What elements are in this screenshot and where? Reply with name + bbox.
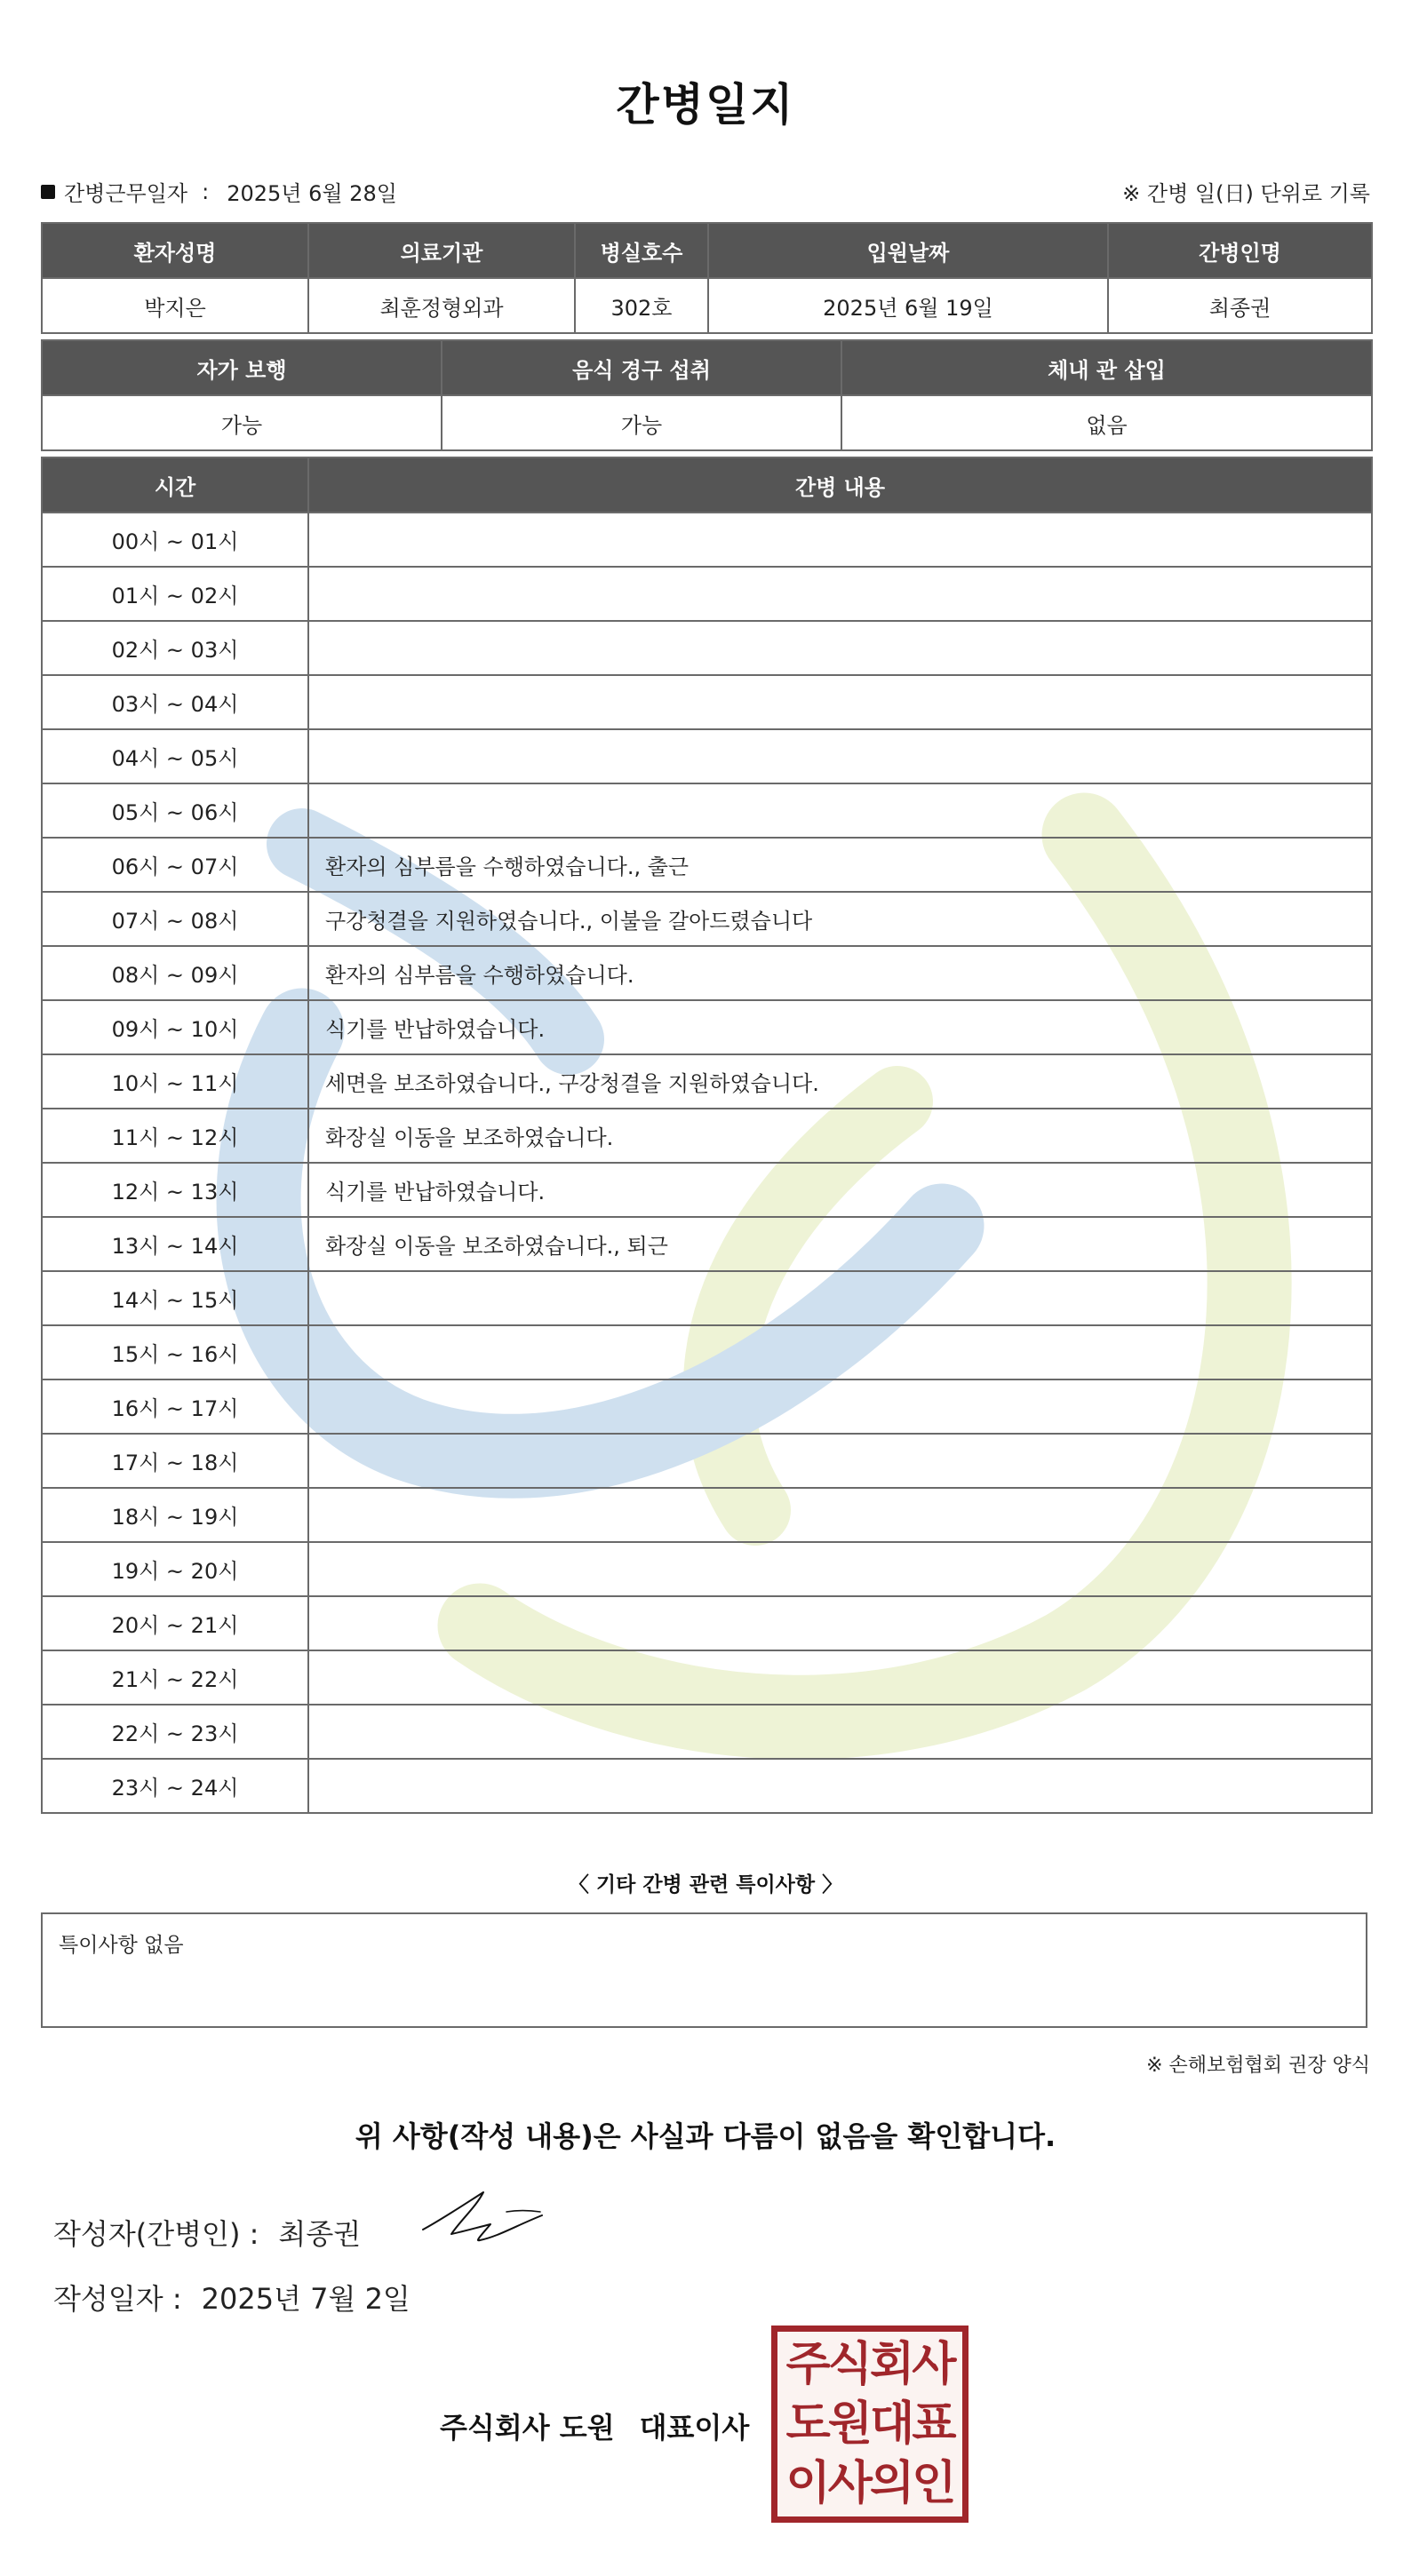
written-date-line [53, 2277, 411, 2318]
care-log-row [42, 621, 1372, 675]
care-log-time: 15시 ~ 16시 [42, 1325, 308, 1379]
patient-info-table [41, 222, 1373, 334]
header-tube-insertion: 체내 관 삽입 [841, 340, 1372, 395]
company-seal [771, 2326, 969, 2523]
care-log-time: 06시 ~ 07시 [42, 838, 308, 892]
care-log-content: 화장실 이동을 보조하였습니다. [308, 1109, 1372, 1163]
care-log-content: 식기를 반납하였습니다. [308, 1000, 1372, 1054]
care-log-row [42, 838, 1372, 892]
room-number: 302호 [575, 278, 708, 333]
header-patient-name: 환자성명 [42, 223, 308, 278]
care-log-row [42, 1596, 1372, 1650]
care-log-time: 13시 ~ 14시 [42, 1217, 308, 1271]
care-log-content [308, 567, 1372, 621]
care-log-row [42, 1217, 1372, 1271]
care-log-content [308, 1379, 1372, 1434]
care-log-content: 구강청결을 지원하였습니다., 이불을 갈아드렸습니다 [308, 892, 1372, 946]
writer-name: 최종권 [278, 2217, 362, 2251]
care-log-content [308, 621, 1372, 675]
care-log-time: 03시 ~ 04시 [42, 675, 308, 729]
care-log-row [42, 1705, 1372, 1759]
care-log-content [308, 1705, 1372, 1759]
care-log-content [308, 1542, 1372, 1596]
patient-info-value-row [42, 278, 1372, 333]
care-log-content: 화장실 이동을 보조하였습니다., 퇴근 [308, 1217, 1372, 1271]
special-notes-content: 특이사항 없음 [59, 1934, 184, 1957]
care-log-row [42, 513, 1372, 567]
admission-date: 2025년 6월 19일 [708, 278, 1108, 333]
company-line [440, 2405, 749, 2446]
care-log-row [42, 1379, 1372, 1434]
care-log-time: 04시 ~ 05시 [42, 729, 308, 783]
care-log-time: 18시 ~ 19시 [42, 1488, 308, 1542]
care-log-row [42, 675, 1372, 729]
care-log-time: 22시 ~ 23시 [42, 1705, 308, 1759]
care-log-time: 10시 ~ 11시 [42, 1054, 308, 1109]
care-log-row [42, 729, 1372, 783]
patient-name: 박지은 [42, 278, 308, 333]
care-log-content [308, 1596, 1372, 1650]
care-log-content [308, 1650, 1372, 1705]
care-log-content [308, 1488, 1372, 1542]
care-log-row [42, 1488, 1372, 1542]
care-log-time: 21시 ~ 22시 [42, 1650, 308, 1705]
patient-status-value-row [42, 395, 1372, 450]
care-date [41, 176, 397, 207]
care-log-header-row [42, 457, 1372, 513]
care-log-time: 11시 ~ 12시 [42, 1109, 308, 1163]
care-log-row [42, 1163, 1372, 1217]
care-log-time: 17시 ~ 18시 [42, 1434, 308, 1488]
care-log-content [308, 513, 1372, 567]
care-log-row [42, 1000, 1372, 1054]
care-log-row [42, 1434, 1372, 1488]
care-date-label: 간병근무일자 [64, 181, 188, 206]
patient-status-table [41, 339, 1373, 451]
written-date-value: 2025년 7월 2일 [201, 2282, 411, 2316]
oral-intake-value: 가능 [442, 395, 841, 450]
care-log-time: 23시 ~ 24시 [42, 1759, 308, 1813]
page-title: 간병일지 [616, 79, 795, 131]
care-date-value: 2025년 6월 28일 [227, 181, 397, 206]
header-hospital: 의료기관 [308, 223, 575, 278]
bullet-square-icon [41, 185, 55, 199]
care-log-content [308, 1271, 1372, 1325]
care-log-time: 02시 ~ 03시 [42, 621, 308, 675]
care-log-row [42, 783, 1372, 838]
care-log-row [42, 946, 1372, 1000]
seal-line-2: 도원대표 [785, 2396, 954, 2451]
care-log-row [42, 1759, 1372, 1813]
writer-line [53, 2212, 361, 2253]
care-log-time: 16시 ~ 17시 [42, 1379, 308, 1434]
care-log-content: 환자의 심부름을 수행하였습니다., 출근 [308, 838, 1372, 892]
care-log-content: 세면을 보조하였습니다., 구강청결을 지원하였습니다. [308, 1054, 1372, 1109]
header-room-number: 병실호수 [575, 223, 708, 278]
patient-info-header-row [42, 223, 1372, 278]
self-walking-value: 가능 [42, 395, 442, 450]
special-notes-title: 〈 기타 간병 관련 특이사항 〉 [568, 1873, 843, 1896]
care-log-time: 09시 ~ 10시 [42, 1000, 308, 1054]
company-name: 주식회사 도원 [440, 2411, 615, 2445]
care-log-content [308, 1325, 1372, 1379]
header-care-content: 간병 내용 [308, 457, 1372, 513]
care-log-time: 19시 ~ 20시 [42, 1542, 308, 1596]
care-log-row [42, 1109, 1372, 1163]
seal-line-3: 이사의인 [785, 2455, 954, 2510]
header-time: 시간 [42, 457, 308, 513]
seal-line-1: 주식회사 [785, 2337, 954, 2392]
care-log-row [42, 1650, 1372, 1705]
care-log-content [308, 1434, 1372, 1488]
form-source-note: ※ 손해보험협회 권장 양식 [1146, 2055, 1370, 2077]
care-log-row [42, 567, 1372, 621]
patient-status-header-row [42, 340, 1372, 395]
care-log-time: 01시 ~ 02시 [42, 567, 308, 621]
care-log-time: 12시 ~ 13시 [42, 1163, 308, 1217]
confirmation-statement: 위 사항(작성 내용)은 사실과 다름이 없음을 확인합니다. [355, 2119, 1056, 2153]
care-log-time: 14시 ~ 15시 [42, 1271, 308, 1325]
special-notes-box [41, 1912, 1367, 2028]
tube-insertion-value: 없음 [841, 395, 1372, 450]
written-date-label: 작성일자 : [53, 2282, 182, 2316]
care-log-row [42, 1054, 1372, 1109]
care-log-row [42, 1325, 1372, 1379]
care-log-content: 식기를 반납하였습니다. [308, 1163, 1372, 1217]
care-log-table [41, 457, 1373, 1814]
care-log-content [308, 729, 1372, 783]
care-log-content: 환자의 심부름을 수행하였습니다. [308, 946, 1372, 1000]
handwritten-signature [418, 2185, 551, 2247]
header-self-walking: 자가 보행 [42, 340, 442, 395]
company-representative: 대표이사 [639, 2411, 750, 2445]
record-unit-note: ※ 간병 일(日) 단위로 기록 [1122, 181, 1370, 206]
writer-label: 작성자(간병인) : [53, 2217, 259, 2251]
care-log-time: 20시 ~ 21시 [42, 1596, 308, 1650]
care-log-content [308, 675, 1372, 729]
caregiver-name: 최종권 [1108, 278, 1372, 333]
hospital-name: 최훈정형외과 [308, 278, 575, 333]
care-log-content [308, 783, 1372, 838]
care-log-row [42, 892, 1372, 946]
care-log-time: 00시 ~ 01시 [42, 513, 308, 567]
care-log-row [42, 1542, 1372, 1596]
header-oral-intake: 음식 경구 섭취 [442, 340, 841, 395]
care-log-time: 08시 ~ 09시 [42, 946, 308, 1000]
care-date-separator: : [202, 179, 210, 204]
header-admission-date: 입원날짜 [708, 223, 1108, 278]
care-log-time: 05시 ~ 06시 [42, 783, 308, 838]
care-log-content [308, 1759, 1372, 1813]
care-log-row [42, 1271, 1372, 1325]
care-log-time: 07시 ~ 08시 [42, 892, 308, 946]
header-caregiver-name: 간병인명 [1108, 223, 1372, 278]
